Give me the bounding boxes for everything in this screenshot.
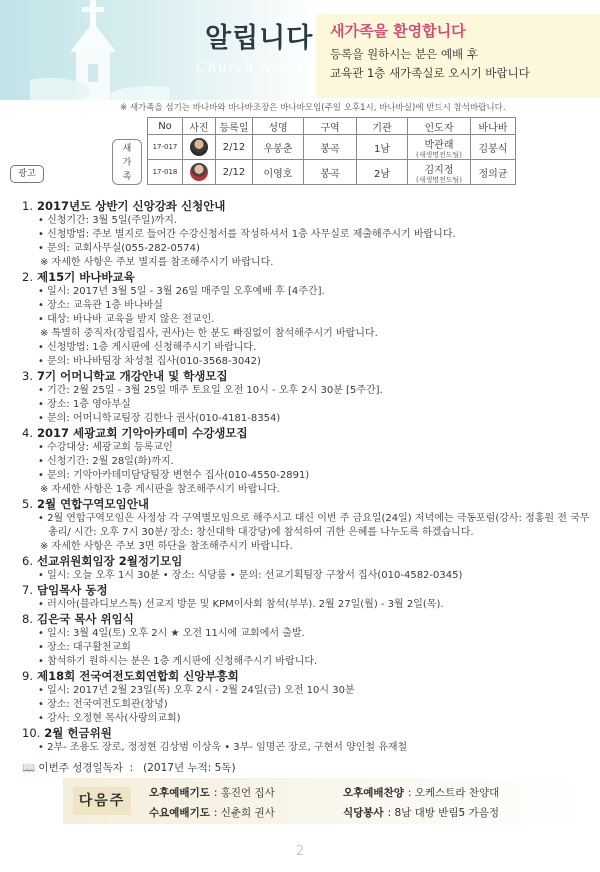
announcement-title-text: 선교위원회임장 2월정기모임 (36, 554, 183, 568)
book-icon: 📖 (22, 762, 36, 774)
page-subtitle: Church News (196, 60, 304, 76)
announcement-number: 1. (22, 199, 33, 213)
announcement-number: 2. (22, 270, 33, 284)
table-row (148, 160, 516, 185)
member-photo (190, 138, 208, 156)
new-family-tag (112, 139, 142, 185)
member-district: 봉곡 (304, 135, 357, 160)
bible-reading-label: 이번주 성경일독자 (38, 762, 123, 774)
welcome-line-1: 등록을 원하시는 분은 예배 후 (330, 47, 478, 61)
table-row (148, 135, 516, 160)
column-header: 성명 (253, 118, 304, 135)
announcement-line: • 강사: 오정현 목사(사랑의교회) (38, 713, 181, 724)
next-week-row: 식당봉사 : 8남 대방 반림5 가음정 (343, 807, 499, 819)
member-district: 봉곡 (304, 160, 357, 185)
next-week-label: 다음주 (73, 787, 131, 815)
announcement-line: • 참석하기 원하시는 분은 1층 게시판에 신청해주시기 바랍니다. (38, 656, 318, 667)
announcement-line: • 신청방법: 1층 게시판에 신청해주시기 바랍니다. (38, 342, 257, 353)
member-date: 2/12 (216, 160, 253, 185)
column-header: 기관 (357, 118, 408, 135)
announcement-number: 10. (22, 726, 41, 740)
member-photo-cell (183, 160, 216, 185)
announcement-title (22, 369, 592, 384)
member-date: 2/12 (216, 135, 253, 160)
announcement-number: 9. (22, 669, 33, 683)
page-title: 알립니다 (205, 23, 314, 54)
new-family-tag-char: 가 (122, 158, 132, 168)
new-family-tag-char: 새 (122, 144, 132, 154)
member-barnabas: 정의균 (471, 160, 516, 185)
column-header: 인도자 (408, 118, 471, 135)
next-week-row: 수요예배기도 : 신춘희 권사 (149, 807, 275, 819)
bible-reading-value: (2017년 누적: 5독) (143, 762, 236, 774)
announcement-line: • 신청기간: 3월 5일(주일)까지. (38, 215, 178, 226)
column-header: 구역 (304, 118, 357, 135)
announcement-line: • 신청방법: 주보 별지로 들어간 수강신청서를 작성하셔서 1층 사무실로 제출해주시기 바랍니다. (38, 229, 456, 240)
announcement-title (22, 497, 592, 512)
announcement-line: • 장소: 전국여전도회관(창녕) (38, 699, 168, 710)
announcement-title-text: 2월 연합구역모임안내 (36, 497, 149, 511)
announcement-line: • 문의: 어머니학교팀장 김한나 권사(010-4181-8354) (38, 413, 281, 424)
member-guide: 김지정 (424, 164, 454, 176)
announcement-title-text: 2017년도 상반기 신앙강좌 신청안내 (36, 199, 226, 213)
next-week-key: 식당봉사 (343, 807, 384, 819)
announcement-line: • 대상: 바나바 교육을 받지 않은 전교인. (38, 314, 215, 325)
barnabas-notice: ※ 새가족을 섬기는 바나바와 바나바조장은 바나바모임(주일 오후1시, 바나바실)에 반드시 참석바랍니다. (120, 103, 506, 113)
announcement-line: ※ 특별히 중직자(장립집사, 권사)는 한 분도 빠짐없이 참석해주시기 바랍니다. (40, 328, 378, 339)
new-members-table (147, 117, 516, 185)
header-banner (0, 0, 600, 100)
announcement-title-text: 김은국 목사 위임식 (36, 612, 134, 626)
announcement-line: • 문의: 교회사무실(055-282-0574) (38, 243, 200, 254)
bible-reading: 📖 이번주 성경일독자 : (2017년 누적: 5독) (22, 762, 236, 774)
announcement-title (22, 726, 592, 741)
member-photo (190, 163, 208, 181)
announcement-number: 8. (22, 612, 33, 626)
next-week-key: 수요예배기도 (149, 807, 210, 819)
announcement-line: • 장소: 1층 영아부실 (38, 399, 131, 410)
member-org: 1남 (357, 135, 408, 160)
announcement-line: • 기간: 2월 25일 - 3월 25일 매주 토요일 오전 10시 - 오후 2시 30분 [5주간]. (38, 385, 383, 396)
announcement-number: 5. (22, 497, 33, 511)
announcement-line: ※ 자세한 사항은 주보 별지를 참조해주시기 바랍니다. (40, 257, 274, 268)
member-name: 우봉춘 (253, 135, 304, 160)
announcement-line: • 장소: 교육관 1층 바나바실 (38, 300, 163, 311)
announcement-line: • 문의: 기악아카데미담당팀장 변현수 집사(010-4550-2891) (38, 470, 310, 481)
announcement-line: • 일시: 2017년 2월 23일(목) 오후 2시 - 2월 24일(금) 오전 10시 30분 (38, 685, 355, 696)
announcement-title (22, 554, 592, 569)
announcement-title-text: 7기 어머니학교 개강안내 및 학생모집 (36, 369, 228, 383)
new-family-tag-char: 족 (122, 172, 132, 182)
announcement-list (22, 199, 592, 755)
announcement-line: ※ 자세한 사항은 1층 게시판을 참조해주시기 바랍니다. (40, 484, 280, 495)
member-guide: 박관래 (424, 139, 454, 151)
announcement-line: • 2부- 조용도 장로, 정정현 김상범 이상욱 • 3부- 임명곤 장로, 구현서 양인철 유재철 (38, 742, 408, 753)
next-week-key: 오후예배찬양 (343, 787, 404, 799)
announcement-title (22, 426, 592, 441)
announcement-line: • 신청기간: 2월 28일(화)까지. (38, 456, 174, 467)
next-week-value: 오케스트라 찬양대 (414, 787, 500, 799)
announcement-title (22, 583, 592, 598)
column-header: No (148, 118, 183, 135)
announcement-title (22, 270, 592, 285)
column-header: 사진 (183, 118, 216, 135)
announcement-number: 7. (22, 583, 33, 597)
announcement-title-text: 2017 세광교회 기악아카데미 수강생모집 (36, 426, 248, 440)
column-header: 바나바 (471, 118, 516, 135)
next-week-key: 오후예배기도 (149, 787, 210, 799)
announcement-line: • 일시: 3월 4일(토) 오후 2시 ★ 오전 11시에 교회에서 출발. (38, 628, 305, 639)
page-number: 2 (295, 844, 305, 859)
announcement-number: 3. (22, 369, 33, 383)
next-week-row: 오후예배기도 : 홍진언 집사 (149, 787, 275, 799)
announcement-title (22, 669, 592, 684)
column-header: 등록일 (216, 118, 253, 135)
announcement-line: • 문의: 바나바팀장 차성철 집사(010-3568-3042) (38, 356, 261, 367)
table-header-row (148, 118, 516, 135)
welcome-line-2: 교육관 1층 새가족실로 오시기 바랍니다 (330, 66, 530, 80)
member-barnabas: 김봉식 (471, 135, 516, 160)
announcement-line: • 러시아(블라디보스톡) 선교지 방문 및 KPM이사회 참석(부부). 2월 27일(월) - 3월 2일(목). (38, 599, 444, 610)
announcement-line: • 수강대상: 세광교회 등록교인 (38, 442, 173, 453)
announcement-title (22, 612, 592, 627)
announcement-title-text: 제15기 바나바교육 (36, 270, 135, 284)
next-week-box (63, 778, 583, 824)
welcome-title: 새가족을 환영합니다 (330, 22, 466, 40)
member-guide-team: (새생명전도팀) (415, 175, 463, 184)
member-guide-team: (새생명전도팀) (415, 150, 463, 159)
announcement-title-text: 2월 헌금위원 (44, 726, 112, 740)
ad-tag: 광고 (10, 165, 44, 183)
member-guide-cell (408, 160, 471, 185)
member-name: 이영호 (253, 160, 304, 185)
announcement-line: • 장소: 대구활천교회 (38, 642, 131, 653)
member-no: 17-017 (148, 135, 183, 160)
member-photo-cell (183, 135, 216, 160)
announcement-title (22, 199, 592, 214)
announcement-number: 6. (22, 554, 33, 568)
next-week-value: 홍진언 집사 (220, 787, 275, 799)
next-week-value: 신춘희 권사 (220, 807, 275, 819)
member-org: 2남 (357, 160, 408, 185)
next-week-row: 오후예배찬양 : 오케스트라 찬양대 (343, 787, 500, 799)
member-guide-cell (408, 135, 471, 160)
announcement-line: • 일시: 오늘 오후 1시 30분 • 장소: 식당룸 • 문의: 선교기획팀장 구창서 집사(010-4582-0345) (38, 570, 463, 581)
next-week-value: 8남 대방 반림5 가음정 (394, 807, 499, 819)
announcement-title-text: 제18회 전국여전도회연합회 신앙부흥회 (36, 669, 239, 683)
announcement-line: ※ 자세한 사항은 주보 3면 하단을 참조해주시기 바랍니다. (40, 541, 293, 552)
church-steeple-icon (30, 0, 170, 100)
announcement-title-text: 담임목사 동정 (36, 583, 108, 597)
announcement-line: • 2월 연합구역모임은 사정상 각 구역별모임으로 해주시고 대신 이번 주 금요일(24일) 저녁에는 극동포럼(강사: 정홍원 전 국무총리/ 시간: 오후 7시 30분/ 장소: 창신대학 대강당)에 참석하여 귀한 은혜를 나누도록 하겠습니다. (38, 513, 590, 538)
member-no: 17-018 (148, 160, 183, 185)
welcome-box (316, 14, 600, 98)
announcement-number: 4. (22, 426, 33, 440)
announcement-line: • 일시: 2017년 3월 5일 - 3월 26일 매주일 오후예배 후 [4주간]. (38, 286, 325, 297)
